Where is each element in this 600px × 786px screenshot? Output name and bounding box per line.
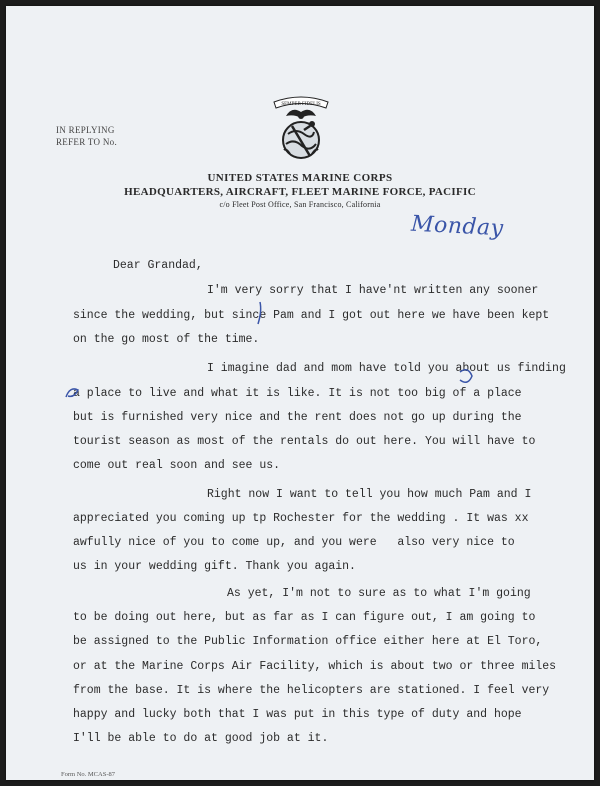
letter-line: be assigned to the Public Information office either here at El Toro, <box>73 635 543 648</box>
letter-line: or at the Marine Corps Air Facility, which is about two or three miles <box>73 660 557 673</box>
emblem-banner-text: SEMPER FIDELIS <box>281 102 321 107</box>
letter-line: happy and lucky both that I was put in this type of duty and hope <box>73 708 522 721</box>
letter-line: I imagine dad and mom have told you about us finding <box>207 362 566 375</box>
reply-line-1: IN REPLYING <box>56 125 115 135</box>
letter-line: awfully nice of you to come up, and you were also very nice to <box>73 536 515 549</box>
reply-line-2: REFER TO No. <box>56 137 118 147</box>
letterhead-unit: HEADQUARTERS, AIRCRAFT, FLEET MARINE FORCE, PACIFIC <box>124 186 476 198</box>
letter-line: since the wedding, but since Pam and I got out here we have been kept <box>73 309 550 322</box>
form-number: Form No. MCAS-87 <box>61 771 115 778</box>
letter-line: I'll be able to do at good job at it. <box>73 732 329 745</box>
letter-line: from the base. It is where the helicopters are stationed. I feel very <box>73 684 550 697</box>
reply-reference <box>56 124 117 148</box>
letter-line: on the go most of the time. <box>73 333 260 346</box>
letter-line: tourist season as most of the rentals do out here. You will have to <box>73 435 536 448</box>
letter-line: As yet, I'm not to sure as to what I'm going <box>227 587 531 600</box>
handwritten-day: Monday <box>410 211 505 242</box>
letter-line: come out real soon and see us. <box>73 459 281 472</box>
letterhead-org: UNITED STATES MARINE CORPS <box>207 172 393 184</box>
letter-line: appreciated you coming up tp Rochester for the wedding . It was xx <box>73 512 529 525</box>
letter-line: Right now I want to tell you how much Pam and I <box>207 488 532 501</box>
letter-line: I'm very sorry that I have'nt written any sooner <box>207 284 539 297</box>
salutation: Dear Grandad, <box>113 259 203 272</box>
letter-page <box>6 6 594 780</box>
letter-line: a place to live and what it is like. It is not too big of a place <box>73 387 522 400</box>
letter-line: to be doing out here, but as far as I can figure out, I am going to <box>73 611 536 624</box>
marine-corps-emblem <box>268 90 334 166</box>
letter-line: us in your wedding gift. Thank you again. <box>73 560 356 573</box>
letter-line: but is furnished very nice and the rent does not go up during the <box>73 411 522 424</box>
letterhead-address: c/o Fleet Post Office, San Francisco, California <box>219 200 381 209</box>
